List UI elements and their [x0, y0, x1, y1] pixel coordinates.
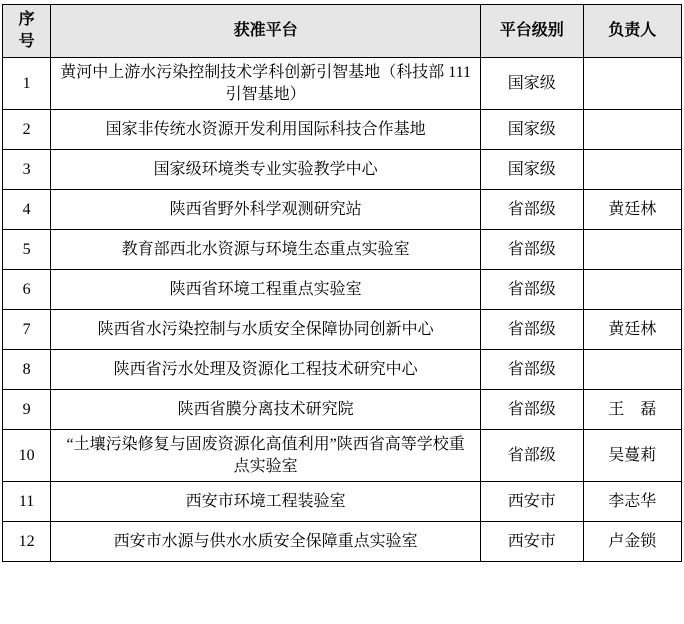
platform-name: 陕西省水污染控制与水质安全保障协同创新中心	[51, 310, 481, 350]
platform-name: 陕西省环境工程重点实验室	[51, 270, 481, 310]
platform-leader	[583, 350, 681, 390]
row-number: 7	[3, 310, 51, 350]
platform-leader	[583, 58, 681, 110]
platform-leader: 王 磊	[583, 390, 681, 430]
platform-leader	[583, 230, 681, 270]
platform-name: 陕西省膜分离技术研究院	[51, 390, 481, 430]
platform-leader: 吴蔓莉	[583, 430, 681, 482]
table-row	[3, 190, 682, 230]
platform-level: 西安市	[481, 482, 583, 522]
table-row	[3, 150, 682, 190]
platform-level: 省部级	[481, 310, 583, 350]
platform-leader	[583, 150, 681, 190]
platform-level: 省部级	[481, 390, 583, 430]
table-row	[3, 58, 682, 110]
row-number: 3	[3, 150, 51, 190]
platform-level: 西安市	[481, 522, 583, 562]
column-header-no	[3, 5, 51, 58]
platform-name: 教育部西北水资源与环境生态重点实验室	[51, 230, 481, 270]
platform-name: 黄河中上游水污染控制技术学科创新引智基地（科技部 111 引智基地）	[51, 58, 481, 110]
platform-level: 省部级	[481, 270, 583, 310]
platform-level: 省部级	[481, 190, 583, 230]
row-number: 10	[3, 430, 51, 482]
platform-name: 国家级环境类专业实验教学中心	[51, 150, 481, 190]
row-number: 1	[3, 58, 51, 110]
platform-leader: 李志华	[583, 482, 681, 522]
table-row	[3, 110, 682, 150]
table-header	[3, 5, 682, 58]
table-row	[3, 230, 682, 270]
column-header-no-line1: 序	[18, 11, 35, 29]
table-row	[3, 522, 682, 562]
platform-name: “土壤污染修复与固废资源化高值利用”陕西省高等学校重点实验室	[51, 430, 481, 482]
platform-name: 国家非传统水资源开发利用国际科技合作基地	[51, 110, 481, 150]
platform-name: 西安市环境工程装验室	[51, 482, 481, 522]
platform-leader	[583, 110, 681, 150]
header-row	[3, 5, 682, 58]
document-page	[0, 4, 684, 624]
row-number: 6	[3, 270, 51, 310]
column-header-no-line2: 号	[18, 33, 35, 50]
platform-leader: 黄廷林	[583, 310, 681, 350]
row-number: 4	[3, 190, 51, 230]
table-row	[3, 390, 682, 430]
row-number: 8	[3, 350, 51, 390]
table-body	[3, 58, 682, 562]
row-number: 12	[3, 522, 51, 562]
column-header-platform: 获准平台	[51, 5, 481, 58]
platform-table	[2, 4, 682, 562]
table-row	[3, 270, 682, 310]
platform-leader	[583, 270, 681, 310]
column-header-level: 平台级别	[481, 5, 583, 58]
platform-level: 省部级	[481, 430, 583, 482]
platform-level: 省部级	[481, 230, 583, 270]
column-header-leader: 负责人	[583, 5, 681, 58]
platform-level: 国家级	[481, 150, 583, 190]
row-number: 2	[3, 110, 51, 150]
platform-level: 国家级	[481, 58, 583, 110]
platform-name: 陕西省野外科学观测研究站	[51, 190, 481, 230]
row-number: 11	[3, 482, 51, 522]
platform-name: 西安市水源与供水水质安全保障重点实验室	[51, 522, 481, 562]
row-number: 5	[3, 230, 51, 270]
platform-leader: 黄廷林	[583, 190, 681, 230]
row-number: 9	[3, 390, 51, 430]
platform-level: 省部级	[481, 350, 583, 390]
table-row	[3, 482, 682, 522]
table-row	[3, 350, 682, 390]
platform-name: 陕西省污水处理及资源化工程技术研究中心	[51, 350, 481, 390]
table-row	[3, 310, 682, 350]
platform-level: 国家级	[481, 110, 583, 150]
platform-leader: 卢金锁	[583, 522, 681, 562]
table-row	[3, 430, 682, 482]
